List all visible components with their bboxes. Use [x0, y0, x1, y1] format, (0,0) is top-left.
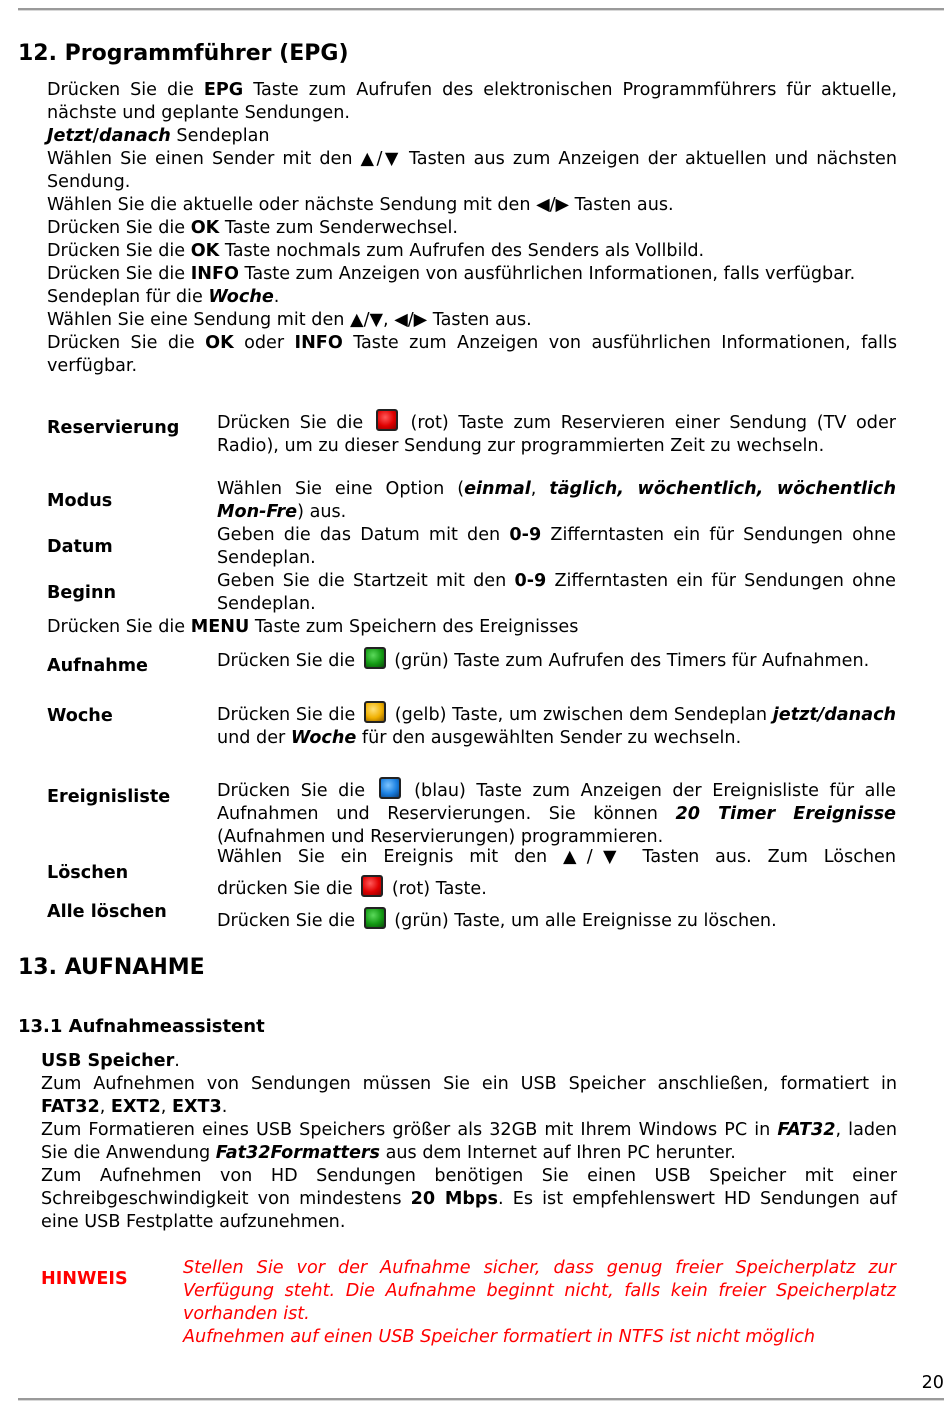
red-button-icon	[376, 409, 398, 431]
section-12-heading: 12. Programmführer (EPG)	[18, 41, 349, 66]
ok-info-text: Drücken Sie die OK oder INFO Taste zum Anzeigen von ausführlichen Informationen, falls verfügbar.	[47, 333, 897, 376]
section-13-1-heading: 13.1 Aufnahmeassistent	[18, 1016, 265, 1037]
desc-modus: Wählen Sie eine Option (einmal, täglich, wöchentlich, wöchentlich Mon-Fre) aus.	[217, 479, 897, 522]
desc-alle-loeschen: Drücken Sie die (grün) Taste, um alle Ereignisse zu löschen.	[217, 907, 896, 933]
epg-intro-block	[47, 79, 897, 378]
term-loeschen: Löschen	[47, 863, 129, 883]
menu-save-text: Drücken Sie die MENU Taste zum Speichern des Ereignisses	[47, 617, 579, 637]
hd-recording-text: Zum Aufnehmen von HD Sendungen benötigen Sie einen USB Speicher mit einer Schreibgeschwindigkeit von mindestens 20 Mbps. Es ist empfehlenswert HD Sendungen auf eine USB Festplatte aufzunehmen.	[41, 1166, 897, 1232]
desc-loeschen: Wählen Sie ein Ereignis mit den ▲/▼ Tasten aus. Zum Löschen drücken Sie die (rot) Taste.	[217, 847, 896, 899]
term-alle-loeschen: Alle löschen	[47, 902, 167, 922]
usb-section	[41, 1050, 897, 1234]
green-button-icon	[364, 647, 386, 669]
fat32-text: Zum Formatieren eines USB Speichers größer als 32GB mit Ihrem Windows PC in FAT32, laden Sie die Anwendung Fat32Formatters aus dem Internet auf Ihren PC herunter.	[41, 1120, 897, 1163]
term-ereignisliste: Ereignisliste	[47, 787, 171, 807]
desc-reservierung: Drücken Sie die (rot) Taste zum Reservieren einer Sendung (TV oder Radio), um zu dieser Sendung zur programmierten Zeit zu wechseln.	[217, 409, 896, 458]
blue-button-icon	[379, 777, 401, 799]
term-woche: Woche	[47, 706, 113, 726]
usb-heading: USB Speicher.	[41, 1051, 180, 1071]
ok-fullscreen-text: Drücken Sie die OK Taste nochmals zum Aufrufen des Senders als Vollbild.	[47, 241, 705, 261]
note-text: Stellen Sie vor der Aufnahme sicher, dass genug freier Speicherplatz zur Verfügung steht. Die Aufnahme beginnt nicht, falls kein freier Speicherplatz vorhanden ist. Aufnehmen auf einen USB Speicher formatiert in NTFS ist nicht möglich	[183, 1258, 896, 1347]
now-next-heading: Jetzt/danach Sendeplan	[47, 126, 270, 146]
desc-beginn: Geben Sie die Startzeit mit den 0-9 Zifferntasten ein für Sendungen ohne Sendeplan.	[217, 571, 897, 614]
week-plan-heading: Sendeplan für die Woche.	[47, 287, 280, 307]
desc-woche: Drücken Sie die (gelb) Taste, um zwischen dem Sendeplan jetzt/danach und der Woche für den ausgewählten Sender zu wechseln.	[217, 701, 896, 750]
desc-datum: Geben die das Datum mit den 0-9 Zifferntasten ein für Sendungen ohne Sendeplan.	[217, 525, 896, 568]
top-rule	[18, 8, 944, 10]
page-number: 20	[921, 1373, 944, 1393]
term-reservierung: Reservierung	[47, 418, 180, 438]
yellow-button-icon	[364, 701, 386, 723]
term-modus: Modus	[47, 491, 113, 511]
note-label: HINWEIS	[41, 1269, 128, 1289]
select-show-text: Wählen Sie die aktuelle oder nächste Sendung mit den ◀/▶ Tasten aus.	[47, 195, 674, 215]
red-button-icon	[361, 875, 383, 897]
select-channel-text: Wählen Sie einen Sender mit den ▲/▼ Tasten aus zum Anzeigen der aktuellen und nächsten Sendung.	[47, 149, 897, 192]
usb-format-text: Zum Aufnehmen von Sendungen müssen Sie ein USB Speicher anschließen, formatiert in FAT32, EXT2, EXT3.	[41, 1074, 897, 1117]
section-13-heading: 13. AUFNAHME	[18, 955, 205, 980]
select-week-text: Wählen Sie eine Sendung mit den ▲/▼, ◀/▶ Tasten aus.	[47, 310, 532, 330]
desc-aufnahme: Drücken Sie die (grün) Taste zum Aufrufen des Timers für Aufnahmen.	[217, 647, 896, 673]
term-aufnahme: Aufnahme	[47, 656, 148, 676]
info-text: Drücken Sie die INFO Taste zum Anzeigen von ausführlichen Informationen, falls verfügbar.	[47, 264, 856, 284]
ok-switch-text: Drücken Sie die OK Taste zum Senderwechsel.	[47, 218, 458, 238]
bottom-rule	[18, 1398, 944, 1400]
epg-intro: Drücken Sie die EPG Taste zum Aufrufen des elektronischen Programmführers für aktuelle, nächste und geplante Sendungen.	[47, 80, 897, 123]
desc-ereignisliste: Drücken Sie die (blau) Taste zum Anzeigen der Ereignisliste für alle Aufnahmen und Reservierungen. Sie können 20 Timer Ereignisse (Aufnahmen und Reservierungen) programmieren.	[217, 777, 896, 849]
term-beginn: Beginn	[47, 583, 117, 603]
term-datum: Datum	[47, 537, 113, 557]
green-button-icon	[364, 907, 386, 929]
